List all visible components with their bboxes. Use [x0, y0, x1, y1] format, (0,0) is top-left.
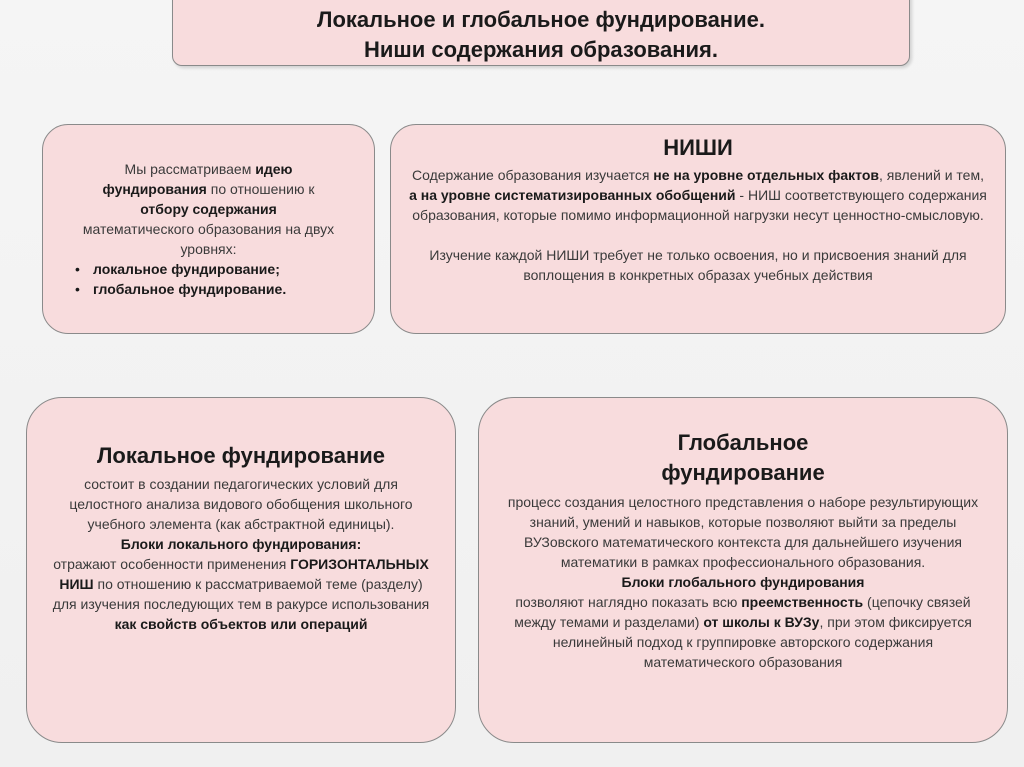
global-p3-b: преемственность: [741, 594, 864, 610]
niches-paragraph-1: [409, 165, 987, 225]
title-box: [172, 0, 910, 66]
intro-text-2: по отношению к: [206, 181, 315, 197]
local-funding-box: [26, 397, 456, 743]
global-p3-a: позволяют наглядно показать всю: [515, 594, 742, 610]
niches-paragraph-2: Изучение каждой НИШИ требует не только освоения, но и присвоения знаний для воплощения в конкретных образах учебных действия: [429, 247, 967, 283]
global-funding-p1: процесс создания целостного представления о наборе результирующих знаний, умений и навыков, которые позволяют выйти за пределы ВУЗовского математического контекста для дальнейшего изучения математики в рамках профессионального образования.: [507, 494, 979, 570]
local-funding-p3: [47, 554, 435, 634]
global-funding-box: [478, 397, 1008, 743]
niches-p1-c: , явлений и тем,: [879, 167, 984, 183]
global-p3-c: (цепочку связей между темами и разделами): [514, 594, 971, 630]
niches-p1-e: - НИШ соответствующего содержания образования, которые помимо информационной нагрузки несут ценностно-смысловую.: [412, 187, 987, 223]
intro-content-selection: отбору содержания: [140, 201, 277, 217]
local-funding-p1: состоит в создании педагогических условий для целостного анализа видового обобщения школьного учебного элемента (как абстрактной единицы).: [69, 476, 413, 532]
intro-bullet-global: • глобальное фундирование.: [71, 279, 360, 299]
title-line-2: Ниши содержания образования.: [363, 37, 718, 62]
local-funding-heading: Локальное фундирование: [96, 443, 386, 468]
local-p3-c: по отношению к рассматриваемой теме (разделу) для изучения последующих тем в ракурсе использования: [52, 576, 430, 612]
local-funding-blocks-title: Блоки локального фундирования:: [120, 536, 362, 552]
intro-bullet-local: • локальное фундирование;: [71, 259, 360, 279]
global-p3-d: от школы к ВУЗу: [703, 614, 820, 630]
local-p3-a: отражают особенности применения: [53, 556, 291, 572]
intro-idea: идею: [255, 161, 293, 177]
intro-text: [57, 159, 360, 259]
intro-bullet-list: [57, 259, 360, 299]
niches-p1-a: Содержание образования изучается: [412, 167, 654, 183]
global-funding-heading: Глобальное фундирование: [661, 430, 825, 485]
global-funding-blocks-title: Блоки глобального фундирования: [621, 574, 865, 590]
global-p3-e: , при этом фиксируется нелинейный подход к группировке авторского содержания математического образования: [552, 614, 972, 670]
intro-text-1: Мы рассматриваем: [124, 161, 256, 177]
niches-p1-b: не на уровне отдельных фактов: [653, 167, 880, 183]
intro-box: [42, 124, 375, 334]
niches-heading: НИШИ: [663, 135, 733, 160]
niches-p1-d: а на уровне систематизированных обобщений: [409, 187, 736, 203]
local-p3-b: ГОРИЗОНТАЛЬНЫХ НИШ: [59, 556, 429, 592]
niches-box: [390, 124, 1006, 334]
intro-funding: фундирования: [102, 181, 207, 197]
intro-text-4: математического образования на двух уровнях:: [82, 221, 335, 257]
global-funding-p3: [501, 592, 985, 672]
local-p3-d: как свойств объектов или операций: [114, 616, 368, 632]
title-line-1: Локальное и глобальное фундирование.: [317, 7, 765, 32]
